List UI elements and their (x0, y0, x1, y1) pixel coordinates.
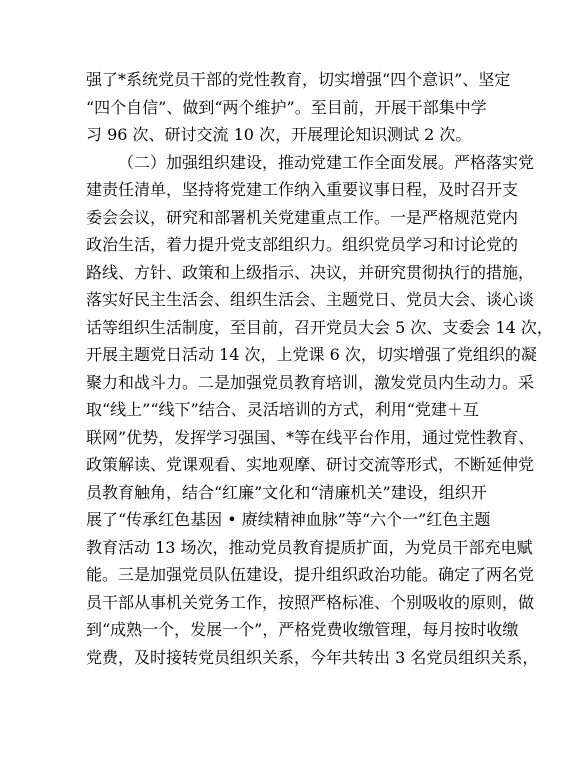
text-line: 到“成熟一个，发展一个”，严格党费收缴管理，每月按时收缴 (86, 620, 519, 639)
text-line: 展了“传承红色基因 • 赓续精神血脉”等“六个一”红色主题 (86, 510, 491, 529)
text-line: 政治生活，着力提升党支部组织力。组织党员学习和讨论党的 (86, 235, 519, 254)
text-line: 习 96 次、研讨交流 10 次，开展理论知识测试 2 次。 (86, 125, 472, 144)
section-heading-line: （二）加强组织建设，推动党建工作全面发展。严格落实党 (118, 152, 535, 172)
text-line: 能。三是加强党员队伍建设，提升组织政治功能。确定了两名党 (86, 565, 535, 584)
text-line: 路线、方针、政策和上级指示、决议，并研究贯彻执行的措施， (86, 262, 535, 282)
text-line: 取“线上”“线下”结合、灵活培训的方式，利用“党建＋互 (86, 400, 479, 419)
body-text (86, 66, 553, 671)
text-line: 教育活动 13 场次，推动党员教育提质扩面，为党员干部充电赋 (86, 537, 533, 557)
text-line: 员干部从事机关党务工作，按照严格标准、个别吸收的原则，做 (86, 592, 535, 612)
text-line: 员教育触角，结合“红廉”文化和“清廉机关”建设，组织开 (86, 482, 487, 502)
text-line: 政策解读、党课观看、实地观摩、研讨交流等形式，不断延伸党 (86, 455, 535, 474)
text-line: “四个自信”、做到“两个维护”。至目前，开展干部集中学 (86, 97, 487, 117)
text-line: 委会会议，研究和部署机关党建重点工作。一是严格规范党内 (86, 207, 519, 227)
text-line: 开展主题党日活动 14 次，上党课 6 次，切实增强了党组织的凝 (86, 345, 537, 364)
text-line: 落实好民主生活会、组织生活会、主题党日、党员大会、谈心谈 (86, 290, 535, 309)
text-line: 聚力和战斗力。二是加强党员教育培训，激发党员内生动力。采 (86, 372, 535, 392)
text-line: 建责任清单，坚持将党建工作纳入重要议事日程，及时召开支 (86, 180, 519, 199)
text-line: 强了*系统党员干部的党性教育，切实增强“四个意识”、坚定 (86, 70, 511, 89)
text-line: 联网”优势，发挥学习强国、*等在线平台作用，通过党性教育、 (86, 427, 535, 447)
text-line: 党费，及时接转党员组织关系，今年共转出 3 名党员组织关系， (86, 647, 539, 667)
text-line: 话等组织生活制度，至目前，召开党员大会 5 次、支委会 14 次， (86, 317, 553, 337)
